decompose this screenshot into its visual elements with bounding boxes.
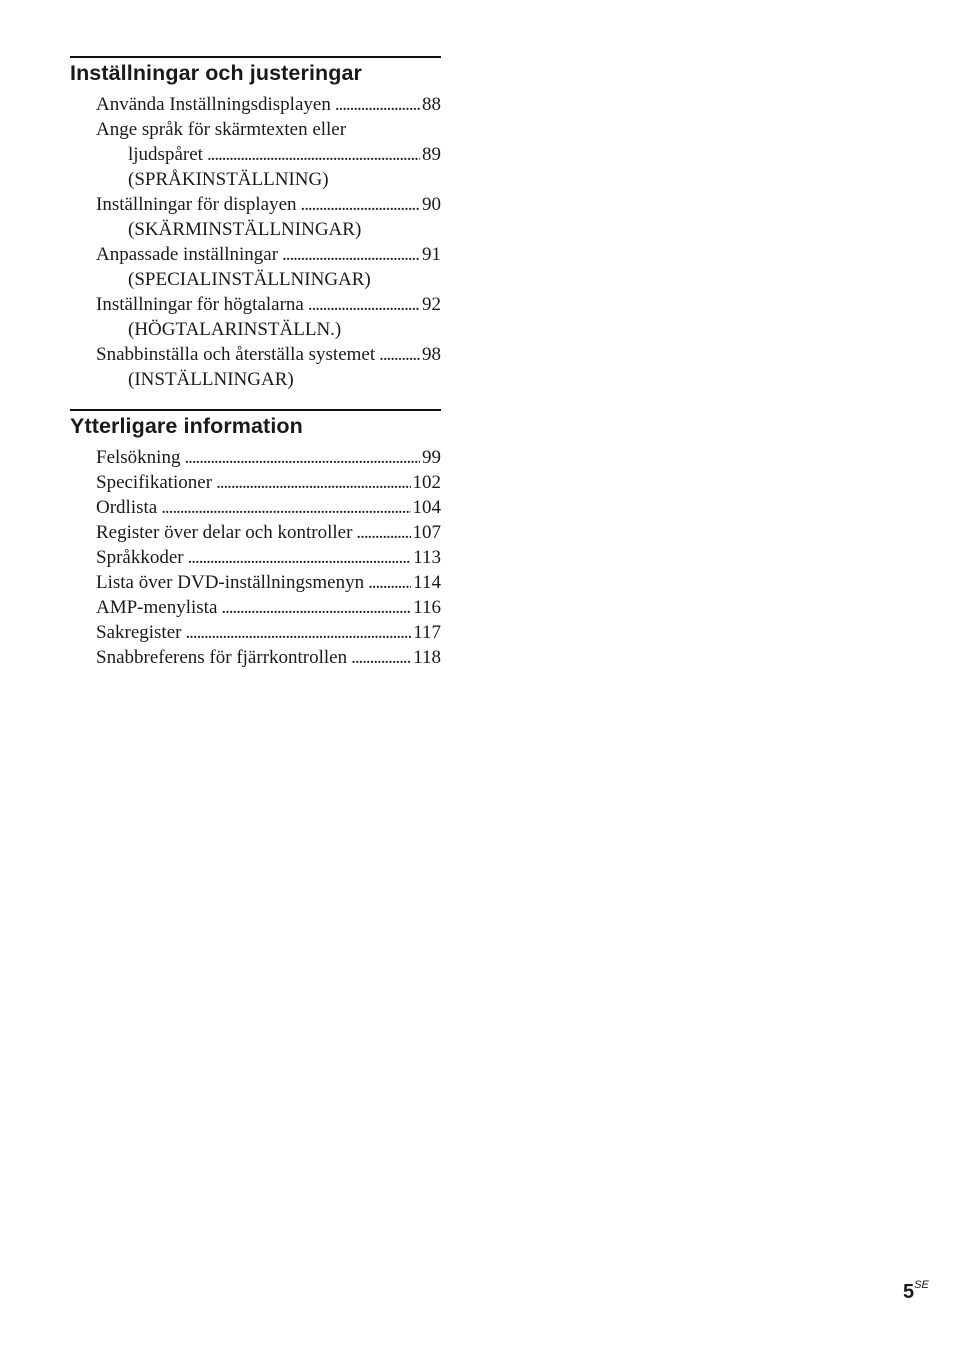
toc-entry[interactable]: [96, 445, 441, 470]
toc-entry-subtitle: [96, 317, 441, 342]
section-rule: [70, 409, 441, 411]
entry-page-number: 91: [422, 244, 441, 265]
dot-leader: [221, 595, 411, 620]
entry-page-number: 117: [413, 622, 441, 643]
entry-title: Ange språk för skärmtexten eller: [96, 119, 347, 140]
toc-entry[interactable]: [96, 520, 441, 545]
dot-leader: [351, 645, 411, 670]
dot-leader: [356, 520, 410, 545]
entry-title: Använda Inställningsdisplayen: [96, 94, 331, 115]
entry-subtitle: (SKÄRMINSTÄLLNINGAR): [128, 219, 362, 240]
entry-title: Inställningar för högtalarna: [96, 294, 304, 315]
dot-leader: [216, 470, 410, 495]
toc-entry[interactable]: [96, 545, 441, 570]
section-rule: [70, 56, 441, 58]
toc-entry[interactable]: [96, 570, 441, 595]
toc-entry[interactable]: [96, 292, 441, 317]
entry-title: ljudspåret: [128, 144, 203, 165]
entry-page-number: 90: [422, 194, 441, 215]
toc-entries: [96, 92, 441, 392]
toc-entry-subtitle: [96, 367, 441, 392]
dot-leader: [308, 292, 420, 317]
toc-entry[interactable]: [96, 620, 441, 645]
dot-leader: [207, 142, 420, 167]
entry-page-number: 114: [413, 572, 441, 593]
toc-entry[interactable]: [96, 342, 441, 367]
entry-page-number: 92: [422, 294, 441, 315]
toc-entry-subtitle: [96, 267, 441, 292]
entry-title: Felsökning: [96, 447, 181, 468]
entry-subtitle: (INSTÄLLNINGAR): [128, 369, 294, 390]
entry-page-number: 98: [422, 344, 441, 365]
entry-page-number: 104: [412, 497, 441, 518]
entry-subtitle: (SPECIALINSTÄLLNINGAR): [128, 269, 371, 290]
language-code: SE: [914, 1279, 929, 1291]
dot-leader: [185, 620, 411, 645]
entry-title: AMP-menylista: [96, 597, 218, 618]
toc-entry-subtitle: [96, 217, 441, 242]
entry-page-number: 113: [413, 547, 441, 568]
dot-leader: [188, 545, 412, 570]
entry-title: Lista över DVD-inställningsmenyn: [96, 572, 365, 593]
dot-leader: [335, 92, 420, 117]
entry-page-number: 118: [413, 647, 441, 668]
entry-title: Sakregister: [96, 622, 182, 643]
entry-title: Snabbreferens för fjärrkontrollen: [96, 647, 348, 668]
toc-entry-subtitle: [96, 167, 441, 192]
entry-subtitle: (HÖGTALARINSTÄLLN.): [128, 319, 342, 340]
toc-entries: [96, 445, 441, 670]
toc-entry[interactable]: [96, 595, 441, 620]
dot-leader: [184, 445, 420, 470]
toc-entry-continuation[interactable]: [96, 142, 441, 167]
toc-section-additional-info: [70, 409, 441, 670]
entry-title: Anpassade inställningar: [96, 244, 279, 265]
entry-title: Inställningar för displayen: [96, 194, 297, 215]
entry-title: Snabbinställa och återställa systemet: [96, 344, 376, 365]
dot-leader: [161, 495, 410, 520]
toc-entry[interactable]: [96, 645, 441, 670]
dot-leader: [282, 242, 420, 267]
section-heading: Ytterligare information: [70, 414, 303, 438]
entry-subtitle: (SPRÅKINSTÄLLNING): [128, 169, 329, 190]
toc-entry[interactable]: [96, 470, 441, 495]
entry-title: Språkkoder: [96, 547, 184, 568]
dot-leader: [379, 342, 420, 367]
toc-entry[interactable]: [96, 192, 441, 217]
entry-page-number: 89: [422, 144, 441, 165]
toc-entry[interactable]: [96, 117, 441, 142]
entry-title: Specifikationer: [96, 472, 213, 493]
toc-entry[interactable]: [96, 495, 441, 520]
toc-entry[interactable]: [96, 92, 441, 117]
entry-page-number: 107: [412, 522, 441, 543]
dot-leader: [368, 570, 411, 595]
page-number: [903, 1281, 929, 1304]
toc-entry[interactable]: [96, 242, 441, 267]
entry-page-number: 102: [412, 472, 441, 493]
page-number-value: 5: [903, 1281, 915, 1303]
entry-page-number: 99: [422, 447, 441, 468]
entry-title: Register över delar och kontroller: [96, 522, 353, 543]
toc-section-settings: [70, 56, 441, 392]
dot-leader: [301, 192, 420, 217]
entry-page-number: 116: [413, 597, 441, 618]
entry-page-number: 88: [422, 94, 441, 115]
section-heading: Inställningar och justeringar: [70, 61, 363, 85]
entry-title: Ordlista: [96, 497, 158, 518]
